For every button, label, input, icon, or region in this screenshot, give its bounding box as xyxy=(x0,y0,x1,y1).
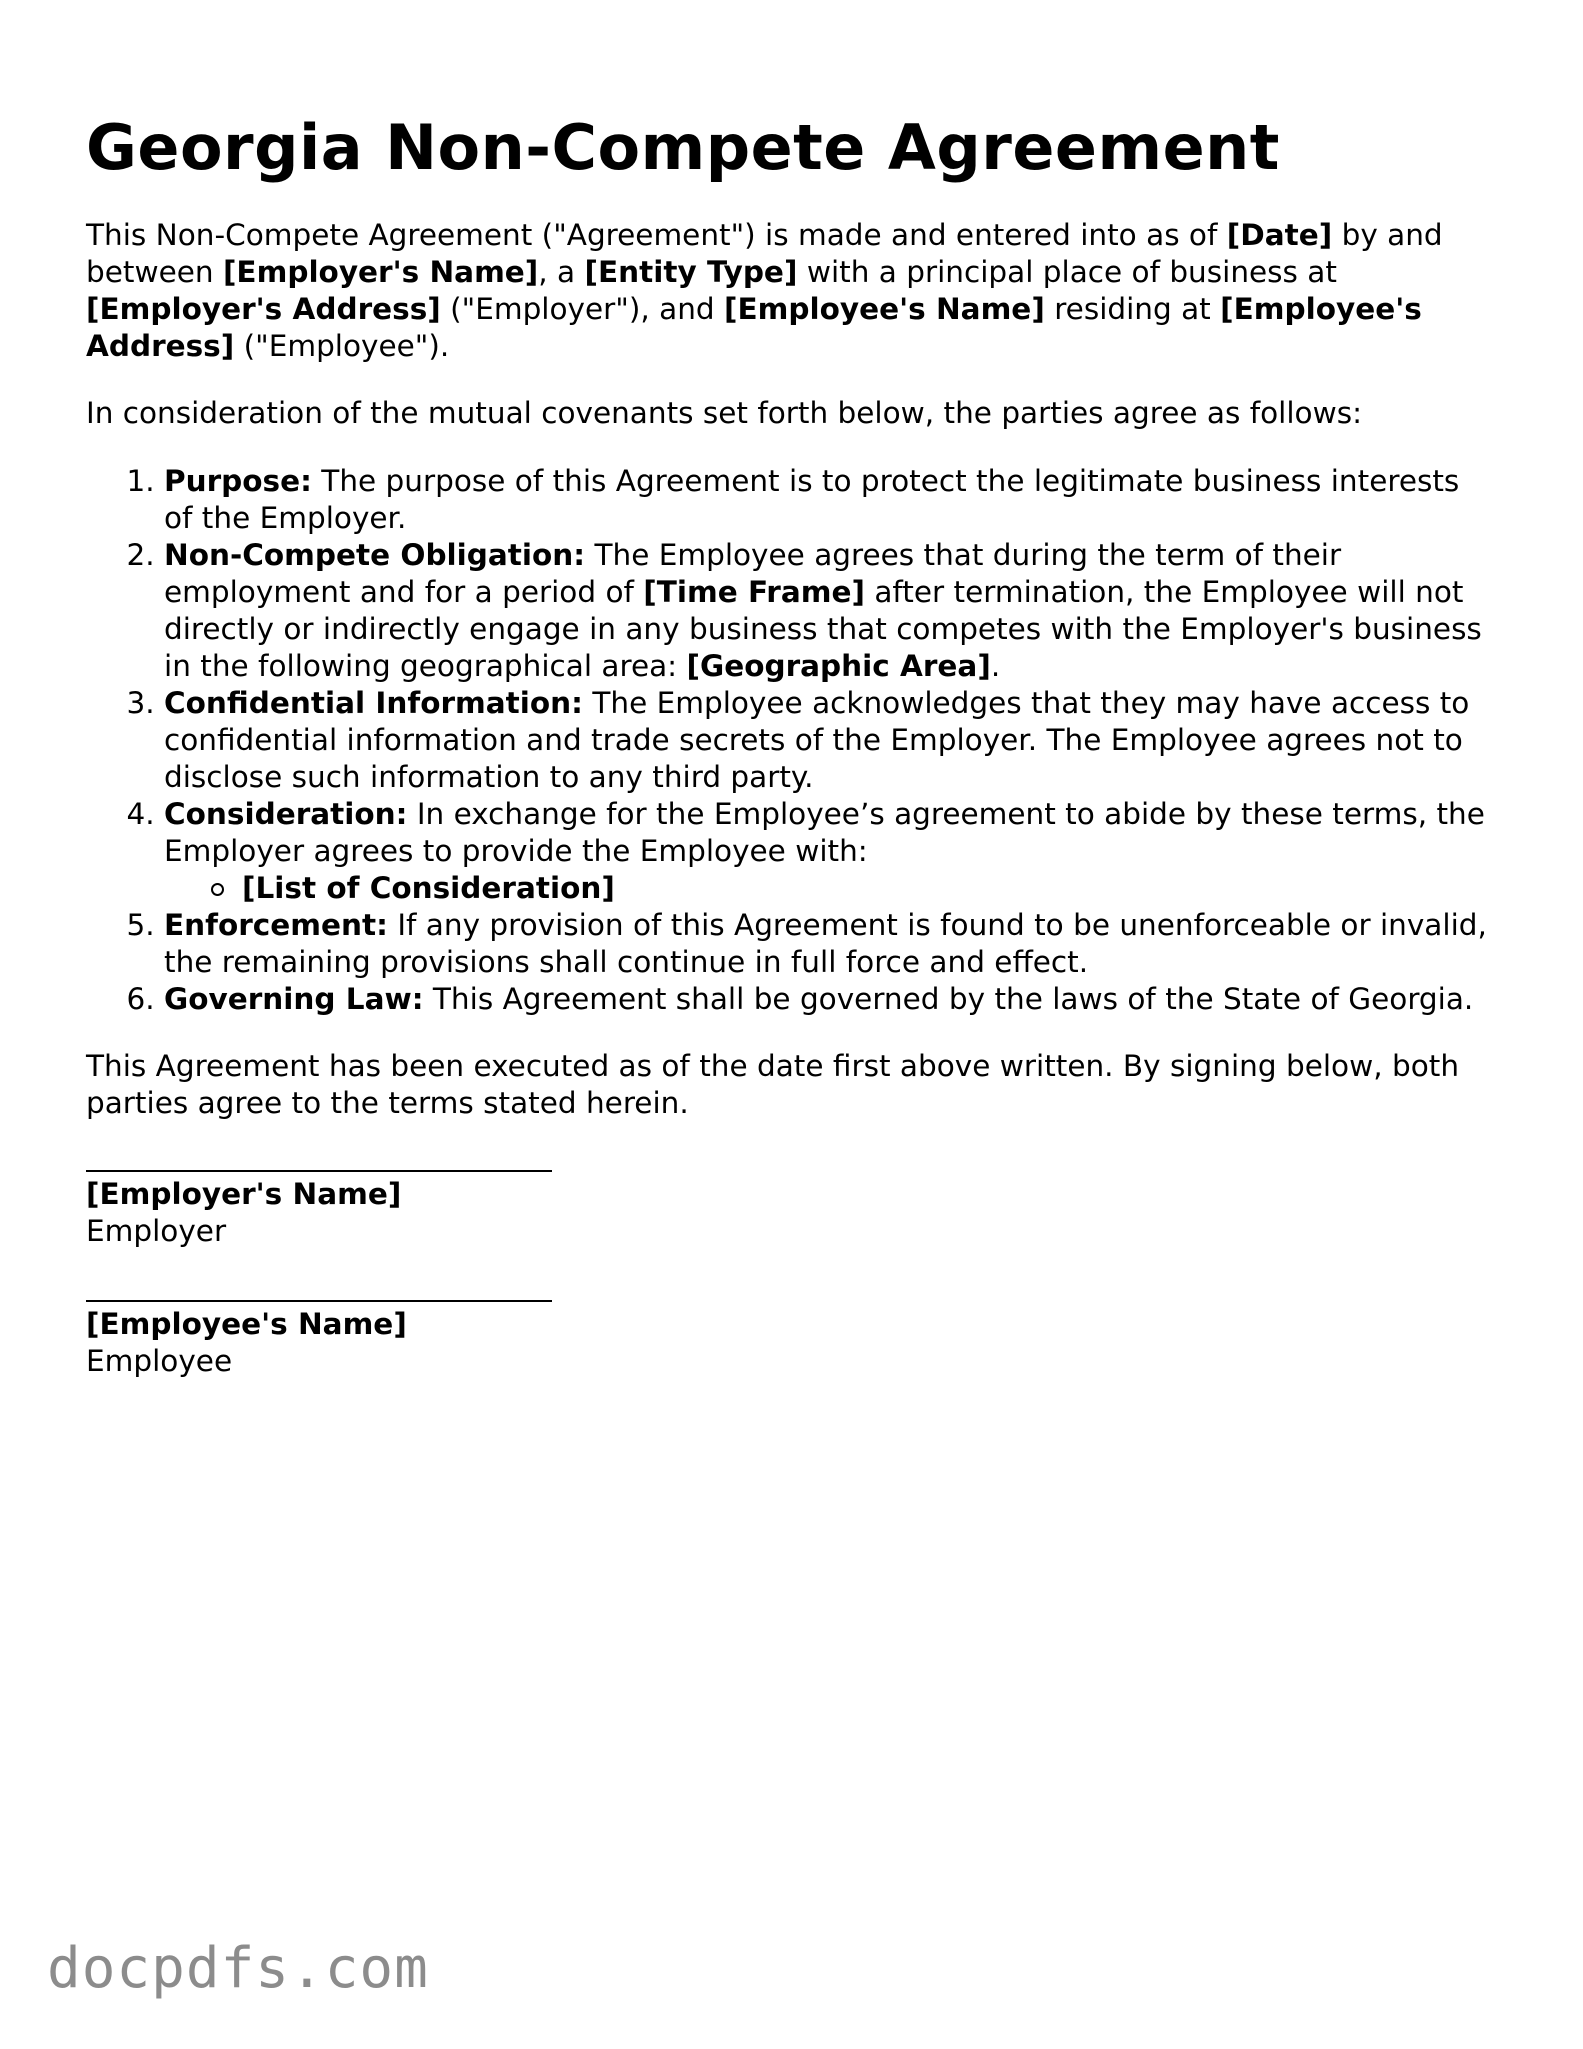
time-frame-placeholder: [Time Frame] xyxy=(643,575,865,609)
list-item xyxy=(242,870,1496,907)
clause-text: In exchange for the Employee’s agreement to abide by these terms, the Employer agrees to provide the Employee with: xyxy=(164,797,1485,868)
employer-name-placeholder: [Employer's Name] xyxy=(222,255,539,289)
clause-text: . xyxy=(990,649,1001,683)
signature-line xyxy=(86,1170,552,1172)
clause-text: The Employee agrees that during the term of their employment and for a period of xyxy=(164,538,1342,609)
employer-address-placeholder: [Employer's Address] xyxy=(86,292,441,326)
intro-text: with a principal place of business at xyxy=(797,255,1337,289)
signer-name: [Employee's Name] xyxy=(86,1307,407,1341)
employee-name-placeholder: [Employee's Name] xyxy=(724,292,1045,326)
consideration-placeholder: [List of Consideration] xyxy=(242,871,615,905)
entity-type-placeholder: [Entity Type] xyxy=(584,255,798,289)
clause-text: after termination, the Employee will not directly or indirectly engage in any business that competes with the Employer's business in the following geographical area: xyxy=(164,575,1482,683)
clause-heading: Governing Law: xyxy=(164,982,424,1016)
intro-text: by and between xyxy=(86,218,1443,289)
clause-text: If any provision of this Agreement is found to be unenforceable or invalid, the remaining provisions shall continue in full force and effect. xyxy=(164,908,1487,979)
intro-text: ("Employee"). xyxy=(234,329,450,363)
clause-heading: Purpose: xyxy=(164,464,312,498)
intro-text: residing at xyxy=(1044,292,1221,326)
signer-role: Employee xyxy=(86,1344,233,1378)
closing-paragraph: This Agreement has been executed as of the date first above written. By signing below, both parties agree to the terms stated herein. xyxy=(86,1049,1460,1120)
intro-text: ("Employer"), and xyxy=(440,292,724,326)
intro-paragraph xyxy=(86,217,1496,365)
employee-address-placeholder: [Employee's Address] xyxy=(86,292,1422,363)
clause-text: This Agreement shall be governed by the laws of the State of Georgia. xyxy=(423,982,1474,1016)
clause-heading: Consideration: xyxy=(164,797,408,831)
employer-signature-block xyxy=(86,1170,1496,1250)
watermark: docpdfs.com xyxy=(47,1936,429,2001)
document-title: Georgia Non-Compete Agreement xyxy=(86,111,1280,184)
clause-non-compete xyxy=(164,537,1496,685)
intro-text: , a xyxy=(538,255,585,289)
clause-enforcement xyxy=(164,907,1496,981)
geographic-area-placeholder: [Geographic Area] xyxy=(686,649,991,683)
signer-role: Employer xyxy=(86,1214,227,1248)
signer-name: [Employer's Name] xyxy=(86,1177,402,1211)
clause-text: The purpose of this Agreement is to protect the legitimate business interests of the Employer. xyxy=(164,464,1460,535)
clause-text: The Employee acknowledges that they may have access to confidential information and trade secrets of the Employer. The Employee agrees not to disclose such information to any third party. xyxy=(164,686,1470,794)
date-placeholder: [Date] xyxy=(1226,218,1333,252)
clause-heading: Enforcement: xyxy=(164,908,388,942)
clause-purpose xyxy=(164,463,1496,537)
signature-line xyxy=(86,1300,552,1302)
employee-signature-block xyxy=(86,1300,1496,1380)
consideration-sub-list xyxy=(164,870,1496,907)
consideration-intro: In consideration of the mutual covenants set forth below, the parties agree as follows: xyxy=(86,396,1363,430)
clause-confidential-information xyxy=(164,685,1496,796)
clauses-list xyxy=(86,463,1496,1018)
clause-heading: Non-Compete Obligation: xyxy=(164,538,586,572)
clause-governing-law xyxy=(164,981,1496,1018)
clause-heading: Confidential Information: xyxy=(164,686,583,720)
intro-text: This Non-Compete Agreement ("Agreement") is made and entered into as of xyxy=(86,218,1227,252)
document-page xyxy=(86,108,1496,1380)
clause-consideration xyxy=(164,796,1496,907)
